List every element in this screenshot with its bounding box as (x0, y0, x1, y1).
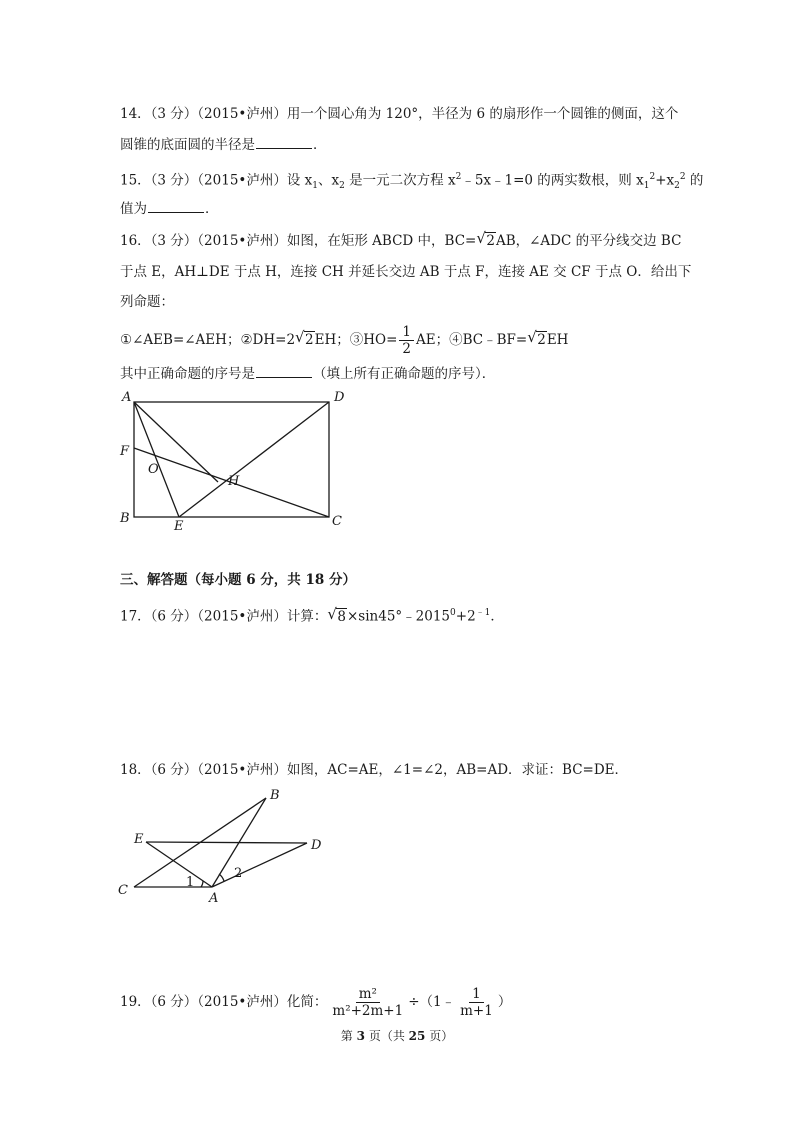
sqrt-expression: √ 8 (327, 604, 346, 625)
label-a: A (209, 891, 219, 906)
segment-ae (134, 402, 179, 517)
page-footer: 第 3 页（共 25 页） (340, 1029, 454, 1043)
fraction: $\frac{1}{2}$ (399, 324, 414, 357)
label-b: B (270, 788, 280, 803)
q16-question: 其中正确命题的序号是 （填上所有正确命题的序号）． (120, 363, 495, 384)
q16-line2: 于点 E，AH⊥DE 于点 H，连接 CH 并延长交边 AB 于点 F，连接 AE 交 CF 于点 O．给出下 (120, 264, 692, 280)
segment-ed (146, 842, 307, 843)
answer-blank (256, 134, 312, 149)
sqrt-expression: √ 2 (527, 328, 546, 348)
label-e: E (174, 519, 184, 534)
angle-2-arc (219, 874, 224, 881)
sqrt-expression: √ 2 (476, 229, 495, 249)
label-e: E (134, 832, 144, 847)
q16-propositions: ①∠AEB=∠AEH；②DH=2 √ 2EH；③HO= $\frac{1}{2}$ AE；④BC﹣BF= √ 2EH (120, 324, 569, 357)
q16-line3: 列命题： (120, 294, 174, 310)
q15-line2: 值为 ． (120, 198, 219, 219)
answer-blank (256, 363, 312, 378)
fraction: $\frac{\text{m²}}{\text{m²+2m+1}}$ (332, 986, 404, 1019)
segment-ad (212, 843, 307, 887)
triangles-figure (110, 785, 340, 905)
label-h: H (228, 474, 240, 489)
q15-line1: 15．（3 分）（2015•泸州）设 $x_1$、$x_2$ 是一元二次方程 $x^2﹣5x﹣1=0$ 的两实数根，则 $x_1^2+x_2^2$ 的 (120, 172, 704, 192)
label-a: A (122, 390, 132, 405)
label-b: B (120, 511, 130, 526)
label-d: D (311, 838, 322, 853)
angle-1-label: 1 (186, 875, 195, 890)
segment-ea (146, 842, 212, 887)
rectangle-abcd (134, 402, 329, 517)
q14-line2: 圆锥的底面圆的半径是 ． (120, 134, 327, 155)
fraction: $\frac{1}{m+1}$ (460, 986, 493, 1019)
q18-line: 18．（6 分）（2015•泸州）如图，AC=AE，∠1=∠2，AB=AD．求证：BC=DE． (120, 762, 629, 778)
q19-line: 19．（6 分）（2015•泸州）化简： $\frac{\text{m²}}{\text{m²+2m+1}}$ ÷（1﹣ $\frac{1}{m+1}$ ） (120, 986, 512, 1019)
q14-line1: 14．（3 分）（2015•泸州）用一个圆心角为 120°，半径为 6 的扇形作一个圆锥的侧面，这个 (120, 106, 679, 122)
rectangle-figure (110, 385, 345, 535)
angle-2-label: 2 (234, 866, 243, 881)
segment-ah (134, 402, 218, 482)
label-c: C (332, 514, 342, 529)
section-heading: 三、解答题（每小题 6 分，共 18 分） (120, 572, 356, 588)
label-c: C (118, 883, 128, 898)
q17-line: 17．（6 分）（2015•泸州）计算： √ $8\times\sin 45^\circ﹣2015^0+2^{﹣1}$． (120, 604, 504, 625)
angle-1-arc (201, 881, 203, 887)
label-o: O (148, 462, 159, 477)
label-d: D (334, 390, 345, 405)
segment-de (179, 402, 329, 517)
q16-line1: 16．（3 分）（2015•泸州）如图，在矩形 ABCD 中，BC= √ 2AB，∠ADC 的平分线交边 BC (120, 229, 682, 249)
label-f: F (120, 444, 130, 459)
answer-blank (148, 198, 204, 213)
sqrt-expression: √ 2 (295, 328, 314, 348)
